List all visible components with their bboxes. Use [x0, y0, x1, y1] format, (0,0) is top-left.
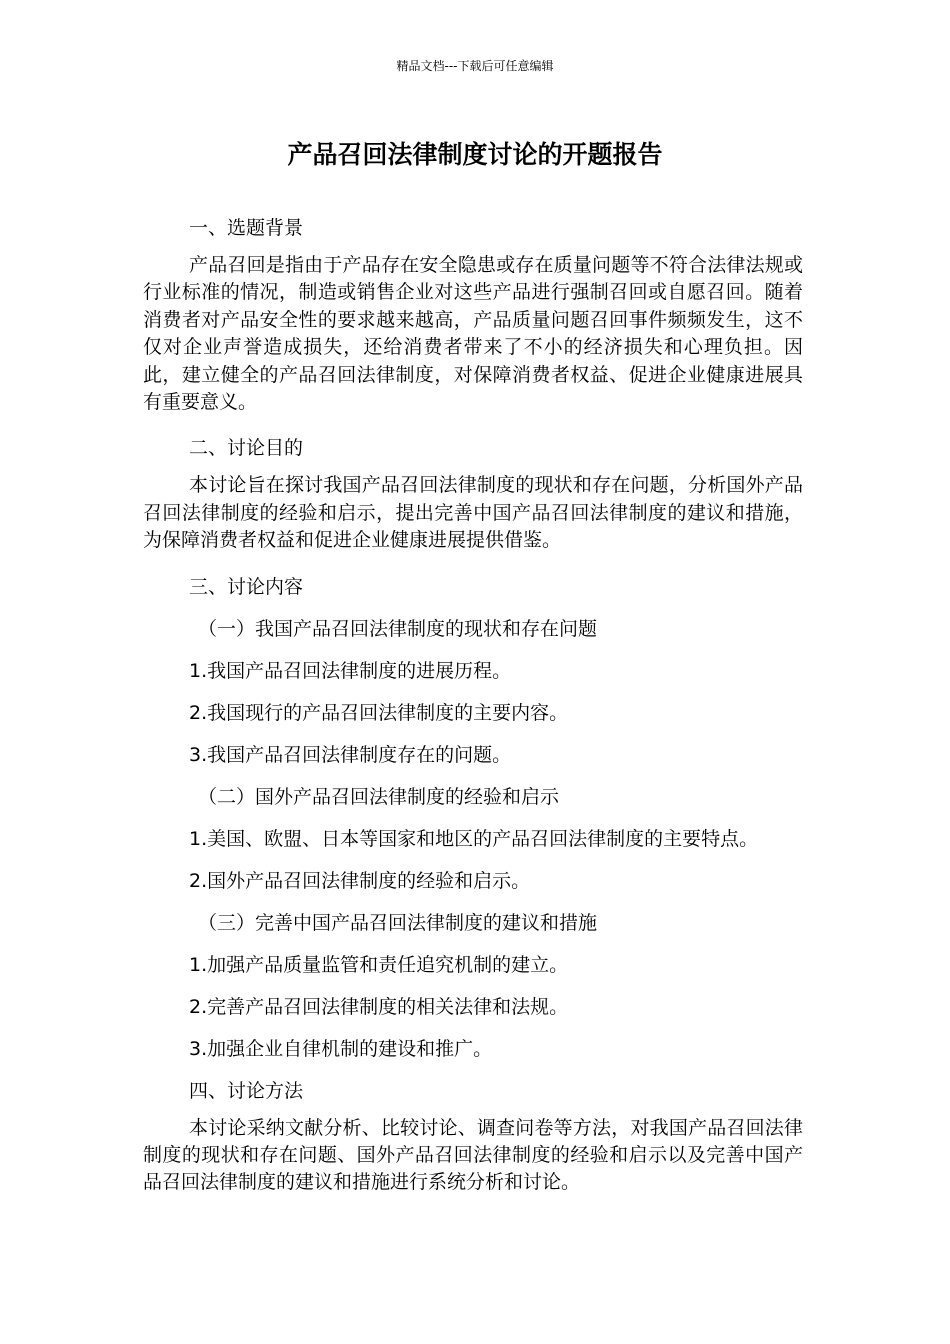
paragraph-purpose: 本讨论旨在探讨我国产品召回法律制度的现状和存在问题，分析国外产品召回法律制度的经验和启示，提出完善中国产品召回法律制度的建议和措施，为保障消费者权益和促进企业健康进展提供借鉴。: [143, 474, 803, 552]
section-heading-content: 三、讨论内容: [189, 575, 304, 598]
page-header-note: 精品文档---下载后可任意编辑: [396, 59, 554, 73]
list-item: 1.我国产品召回法律制度的进展历程。: [189, 659, 512, 682]
subsection-heading-domestic: （一）我国产品召回法律制度的现状和存在问题: [198, 617, 598, 640]
section-heading-background: 一、选题背景: [189, 217, 304, 239]
list-item: 1.加强产品质量监管和责任追究机制的建立。: [189, 953, 569, 976]
document-title: 产品召回法律制度讨论的开题报告: [287, 140, 663, 169]
paragraph-method: 本讨论采纳文献分析、比较讨论、调查问卷等方法，对我国产品召回法律制度的现状和存在问题、国外产品召回法律制度的经验和启示以及完善中国产品召回法律制度的建议和措施进行系统分析和讨论。: [143, 1116, 803, 1194]
list-item: 1.美国、欧盟、日本等国家和地区的产品召回法律制度的主要特点。: [189, 827, 759, 850]
subsection-heading-suggestions: （三）完善中国产品召回法律制度的建议和措施: [198, 911, 598, 934]
list-item: 3.我国产品召回法律制度存在的问题。: [189, 743, 512, 766]
subsection-heading-foreign: （二）国外产品召回法律制度的经验和启示: [198, 785, 560, 808]
list-item: 3.加强企业自律机制的建设和推广。: [189, 1037, 493, 1060]
list-item: 2.我国现行的产品召回法律制度的主要内容。: [189, 701, 569, 724]
list-item: 2.完善产品召回法律制度的相关法律和法规。: [189, 995, 569, 1018]
document-body: [143, 210, 803, 1211]
section-heading-method: 四、讨论方法: [189, 1079, 304, 1102]
section-heading-purpose: 二、讨论目的: [189, 437, 304, 460]
paragraph-background: 产品召回是指由于产品存在安全隐患或存在质量问题等不符合法律法规或行业标准的情况，制造或销售企业对这些产品进行强制召回或自愿召回。随着消费者对产品安全性的要求越来越高，产品质量问题召回事件频频发生，这不仅对企业声誉造成损失，还给消费者带来了不小的经济损失和心理负担。因此，建立健全的产品召回法律制度，对保障消费者权益、促进企业健康进展具有重要意义。: [143, 254, 803, 414]
list-item: 2.国外产品召回法律制度的经验和启示。: [189, 869, 531, 892]
